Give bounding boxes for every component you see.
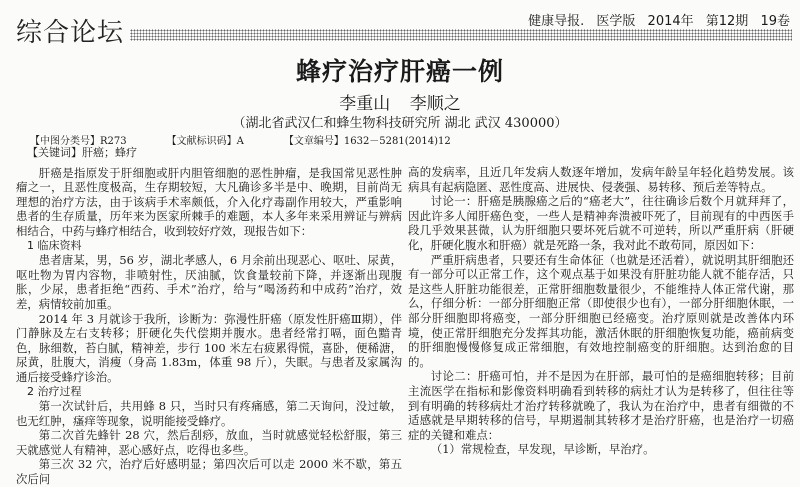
paragraph: 讨论一：肝癌是胰腺癌之后的“癌老大”，往往确诊后数个月就拜拜了，因此许多人闻肝癌色变，一些人是精神奔溃被吓死了，目前现有的中西医手段几乎效果甚微，认为肝细胞只要坏死后就不可逆转，所以严重肝病（肝硬化，肝硬化腹水和肝癌）就是死路一条，我对此不敢苟同，原因如下：: [408, 194, 794, 252]
keywords: 【关键词】肝癌；蜂疗: [27, 146, 137, 159]
article-affiliation: （湖北省武汉仁和蜂生物科技研究所 湖北 武汉 430000）: [232, 116, 568, 131]
paragraph: 高的发病率，且近几年发病人数逐年增加，发病年龄呈年轻化趋势发展。该病具有起病隐匿、恶性度高、进展快、侵袭强、易转移、预后差等特点。: [408, 165, 794, 194]
journal-info: 健康导报. 医学版 2014年 第12期 19卷: [528, 14, 790, 29]
paragraph: 第三次 32 穴，治疗后好感明显；第四次后可以走 2000 米不歇，第五次后问: [16, 457, 402, 487]
article-authors: 李重山 李顺之: [339, 94, 461, 114]
right-column: [408, 165, 794, 457]
clc-number: 【中图分类号】R273: [30, 136, 127, 147]
article-number: 【文章编号】1632－5281(2014)12: [283, 136, 451, 147]
left-column: [16, 146, 402, 487]
paragraph: 严重肝病患者，只要还有生命体征（也就是还活着），就说明其肝细胞还有一部分可以正常工作，这个观点基于如果没有肝脏功能人就不能存活，只是这些人肝脏功能很差，正常肝细胞数量很少，不能维持人体正常代谢，那么，仔细分析：一部分肝细胞正常（即使很少也有），一部分肝细胞休眠，一部分肝细胞即将癌变，一部分肝细胞已经癌变。治疗原则就是改善体内环境，使正常肝细胞充分发挥其功能，激活休眠的肝细胞恢复功能，癌前病变的肝细胞慢慢修复成正常细胞，有效地控制癌变的肝细胞。达到治愈的目的。: [408, 252, 794, 369]
document-code: 【文献标识码】A: [166, 136, 244, 147]
section-title: 综合论坛: [16, 18, 125, 48]
paragraph: 第一次试针后，共用蜂 8 只，当时只有疼痛感，第二天询问，没过敏，也无红肿，瘙痒等现象，说明能接受蜂疗。: [16, 399, 402, 428]
paragraph: 患者唐某，男，56 岁，湖北孝感人，6 月余前出现恶心、呕吐、尿黄，呕吐物为胃内容物，非喷射性，厌油腻，饮食量较前下降，并逐渐出现腹胀，少尿，患者拒绝“西药、手术”治疗，给与“喝汤药和中成药”治疗，效差，病情较前加重。: [16, 253, 402, 311]
paragraph: 2014 年 3 月就诊于我所，诊断为：弥漫性肝癌（原发性肝癌Ⅲ期），伴门静脉及左右支转移；肝硬化失代偿期并腹水。患者经常打嗝，面色黯青色，脉细数，苔白腻，精神差，步行 100 米左右疲累得慌，喜卧，便稀溏，尿黄，肚腹大，消瘦（身高 1.83m，体重 98 斤），失眠。与患者及家属沟通后接受蜂疗诊治。: [16, 311, 402, 384]
paragraph: 第二次首先蜂针 28 穴，然后刮痧，放血，当时就感觉轻松舒服，第三天就感觉人有精神，恶心感好点，吃得也多些。: [16, 428, 402, 457]
dotted-divider: [130, 29, 792, 41]
paragraph: 讨论二：肝癌可怕，并不是因为在肝部，最可怕的是癌细胞转移；目前主流医学在指标和影像资料明确看到转移的病灶才认为是转移了，但往往等到有明确的转移病灶才治疗转移就晚了，我认为在治疗中，患者有细微的不适感就是早期转移的信号，早期遏制其转移才是治疗肝癌，也是治疗一切癌症的关键和难点：: [408, 369, 794, 442]
paragraph: （1）常规检查，早发现，早诊断，早治疗。: [430, 442, 655, 457]
section-heading: 1 临床资料: [27, 238, 82, 252]
section-heading: 2 治疗过程: [27, 384, 82, 398]
paragraph: 肝癌是指原发于肝细胞或肝内胆管细胞的恶性肿瘤，是我国常见恶性肿瘤之一，且恶性度极高，生存期较短，大凡确诊多半是中、晚期，目前尚无理想的治疗方法，由于该病手术率颇低，介入化疗毒副作用较大，严重影响患者的生存质量，历年来为医家所棘手的难题，本人多年来采用辨证与辨病相结合，中药与蜂疗相结合，收到较好疗效，现报告如下：: [16, 165, 402, 238]
classification-line: [30, 132, 451, 147]
article-title: 蜂疗治疗肝癌一例: [295, 57, 504, 86]
